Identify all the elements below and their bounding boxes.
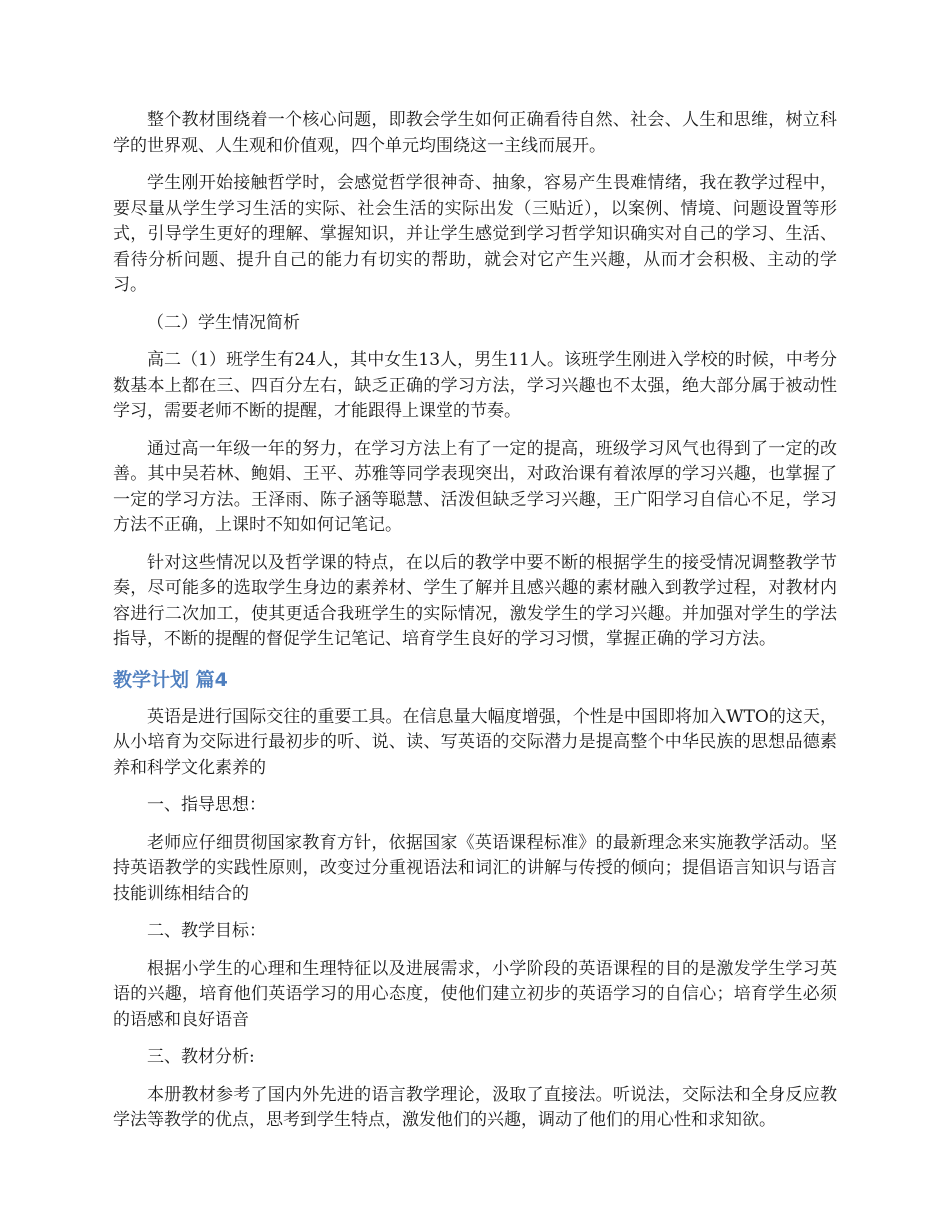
subheading-student-situation: （二）学生情况简析 <box>147 312 300 333</box>
paragraph-class-composition: 高二（1）班学生有24人，其中女生13人，男生11人。该班学生刚进入学校的时候，中考分数基本上都在三、四百分左右，缺乏正确的学习方法，学习兴趣也不太强，绝大部分属于被动性学习，需要老师不断的提醒，才能跟得上课堂的节奏。 <box>113 350 837 421</box>
paragraph-teaching-goal: 根据小学生的心理和生理特征以及进展需求，小学阶段的英语课程的目的是激发学生学习英语的兴趣，培育他们英语学习的用心态度，使他们建立初步的英语学习的自信心；培育学生必须的语感和良好语音 <box>113 958 837 1030</box>
paragraph-progress: 通过高一年级一年的努力，在学习方法上有了一定的提高，班级学习风气也得到了一定的改善。其中吴若林、鲍娟、王平、苏雅等同学表现突出，对政治课有着浓厚的学习兴趣，也掌握了一定的学习方法。王泽雨、陈子涵等聪慧、活泼但缺乏学习兴趣，王广阳学习自信心不足，学习方法不正确，上课时不知如何记笔记。 <box>113 438 837 535</box>
paragraph-core-question: 整个教材围绕着一个核心问题，即教会学生如何正确看待自然、社会、人生和思维，树立科学的世界观、人生观和价值观，四个单元均围绕这一主线而展开。 <box>113 110 837 156</box>
paragraph-material-analysis: 本册教材参考了国内外先进的语言教学理论，汲取了直接法。听说法，交际法和全身反应教学法等教学的优点，思考到学生特点，激发他们的兴趣，调动了他们的用心性和求知欲。 <box>113 1084 837 1130</box>
label-material-analysis: 三、教材分析: <box>147 1047 255 1067</box>
label-guiding-thought: 一、指导思想： <box>147 795 266 815</box>
paragraph-philosophy-learning: 学生刚开始接触哲学时，会感觉哲学很神奇、抽象，容易产生畏难情绪，我在教学过程中，要尽量从学生学习生活的实际、社会生活的实际出发（三贴近），以案例、情境、问题设置等形式，引导学生更好的理解、掌握知识，并让学生感觉到学习哲学知识确实对自己的学习、生活、看待分析问题、提升自己的能力有切实的帮助，就会对它产生兴趣，从而才会积极、主动的学习。 <box>113 173 837 295</box>
document-page <box>113 108 837 1146</box>
paragraph-english-intro: 英语是进行国际交往的重要工具。在信息量大幅度增强，个性是中国即将加入WTO的这天，从小培育为交际进行最初步的听、说、读、写英语的交际潜力是提高整个中华民族的思想品德素养和科学文化素养的 <box>113 706 837 778</box>
label-teaching-goal: 二、教学目标： <box>147 921 266 941</box>
paragraph-strategy: 针对这些情况以及哲学课的特点，在以后的教学中要不断的根据学生的接受情况调整教学节奏，尽可能多的选取学生身边的素养材、学生了解并且感兴趣的素材融入到教学过程，对教材内容进行二次加工，使其更适合我班学生的实际情况，激发学生的学习兴趣。并加强对学生的学法指导，不断的提醒的督促学生记笔记、培育学生良好的学习习惯，掌握正确的学习方法。 <box>113 552 837 649</box>
section-heading: 教学计划 篇4 <box>113 668 228 691</box>
paragraph-guiding-thought: 老师应仔细贯彻国家教育方针，依据国家《英语课程标准》的最新理念来实施教学活动。坚持英语教学的实践性原则，改变过分重视语法和词汇的讲解与传授的倾向；提倡语言知识与语言技能训练相结合的 <box>113 832 837 904</box>
